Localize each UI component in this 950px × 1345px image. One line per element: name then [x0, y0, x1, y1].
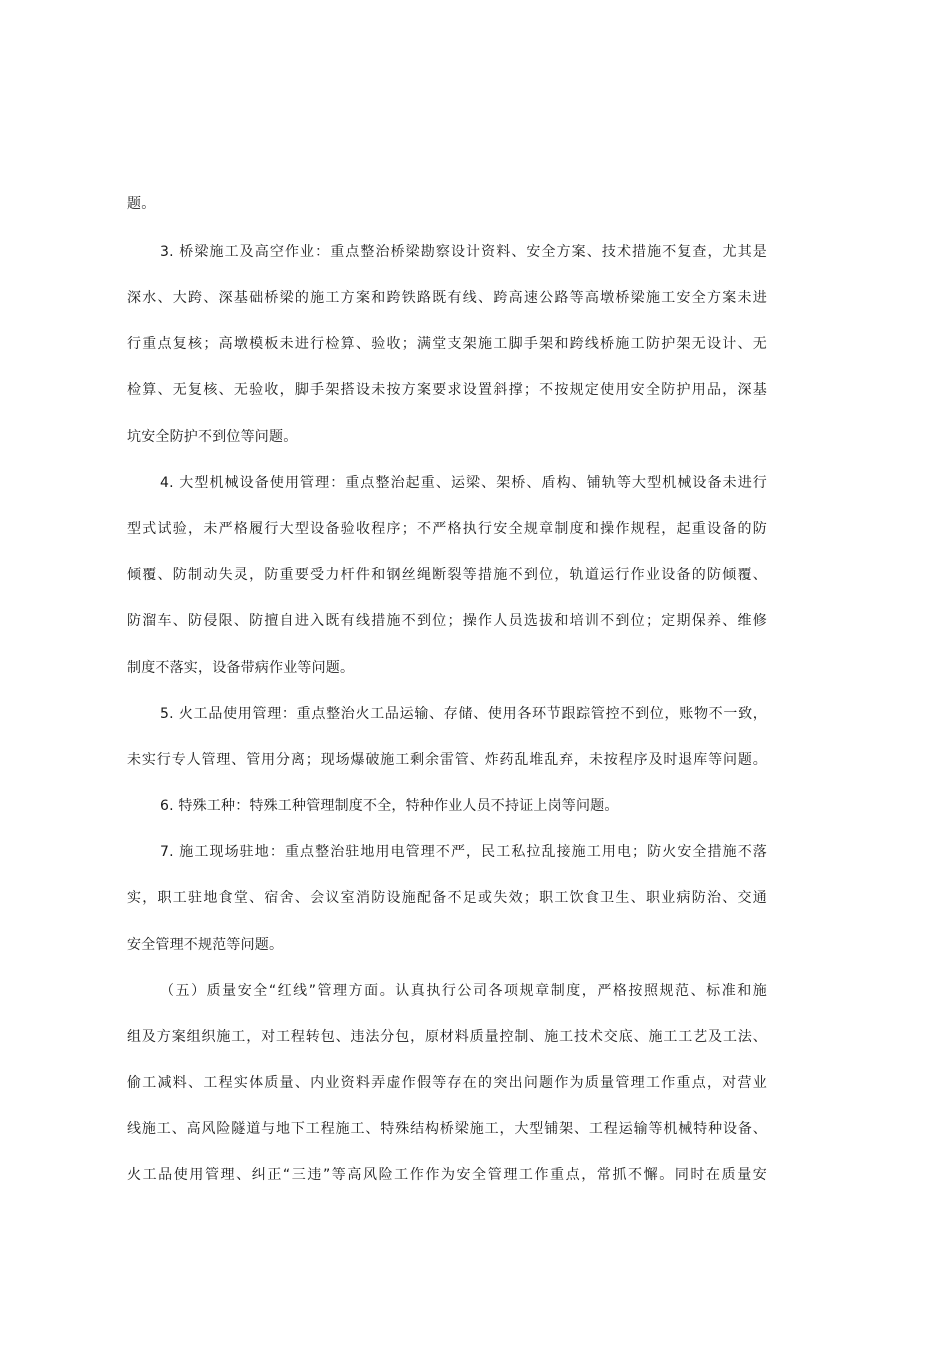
text-line: 检算、无复核、无验收，脚手架搭设未按方案要求设置斜撑；不按规定使用安全防护用品，深基: [127, 382, 767, 398]
text-line: 安全管理不规范等问题。: [127, 937, 284, 953]
text-line: 偷工减料、工程实体质量、内业资料弄虚作假等存在的突出问题作为质量管理工作重点，对营业: [127, 1075, 767, 1091]
text-line: 深水、大跨、深基础桥梁的施工方案和跨铁路既有线、跨高速公路等高墩桥梁施工安全方案未进: [127, 290, 767, 306]
text-line: 行重点复核；高墩模板未进行检算、验收；满堂支架施工脚手架和跨线桥施工防护架无设计、无: [127, 336, 767, 352]
text-line: 实，职工驻地食堂、宿舍、会议室消防设施配备不足或失效；职工饮食卫生、职业病防治、交通: [127, 890, 767, 906]
text-line: 制度不落实，设备带病作业等问题。: [127, 660, 355, 676]
text-line: 4. 大型机械设备使用管理：重点整治起重、运梁、架桥、盾构、铺轨等大型机械设备未进行: [160, 475, 767, 491]
text-line: 3. 桥梁施工及高空作业：重点整治桥梁勘察设计资料、安全方案、技术措施不复查，尤其是: [160, 244, 767, 260]
text-line: 6. 特殊工种：特殊工种管理制度不全，特种作业人员不持证上岗等问题。: [160, 798, 619, 814]
text-line: 防溜车、防侵限、防擅自进入既有线措施不到位；操作人员选拔和培训不到位；定期保养、维修: [127, 613, 767, 629]
text-line: 7. 施工现场驻地：重点整治驻地用电管理不严，民工私拉乱接施工用电；防火安全措施不落: [160, 844, 767, 860]
text-line: 型式试验，未严格履行大型设备验收程序；不严格执行安全规章制度和操作规程，起重设备的防: [127, 521, 767, 537]
text-line: 线施工、高风险隧道与地下工程施工、特殊结构桥梁施工，大型铺架、工程运输等机械特种设备、: [127, 1121, 767, 1137]
text-line: 倾覆、防制动失灵，防重要受力杆件和钢丝绳断裂等措施不到位，轨道运行作业设备的防倾覆、: [127, 567, 767, 583]
text-line: 坑安全防护不到位等问题。: [127, 429, 298, 445]
text-line: 组及方案组织施工，对工程转包、违法分包，原材料质量控制、施工技术交底、施工工艺及工法、: [127, 1029, 767, 1045]
text-line: 题。: [127, 196, 156, 212]
text-line: 未实行专人管理、管用分离；现场爆破施工剩余雷管、炸药乱堆乱弃，未按程序及时退库等问题。: [127, 752, 767, 768]
text-line: 5. 火工品使用管理：重点整治火工品运输、存储、使用各环节跟踪管控不到位，账物不一致，: [160, 706, 767, 722]
text-line: 火工品使用管理、纠正“三违”等高风险工作作为安全管理工作重点，常抓不懈。同时在质量安: [127, 1167, 767, 1183]
text-line: （五）质量安全“红线”管理方面。认真执行公司各项规章制度，严格按照规范、标准和施: [160, 983, 767, 999]
